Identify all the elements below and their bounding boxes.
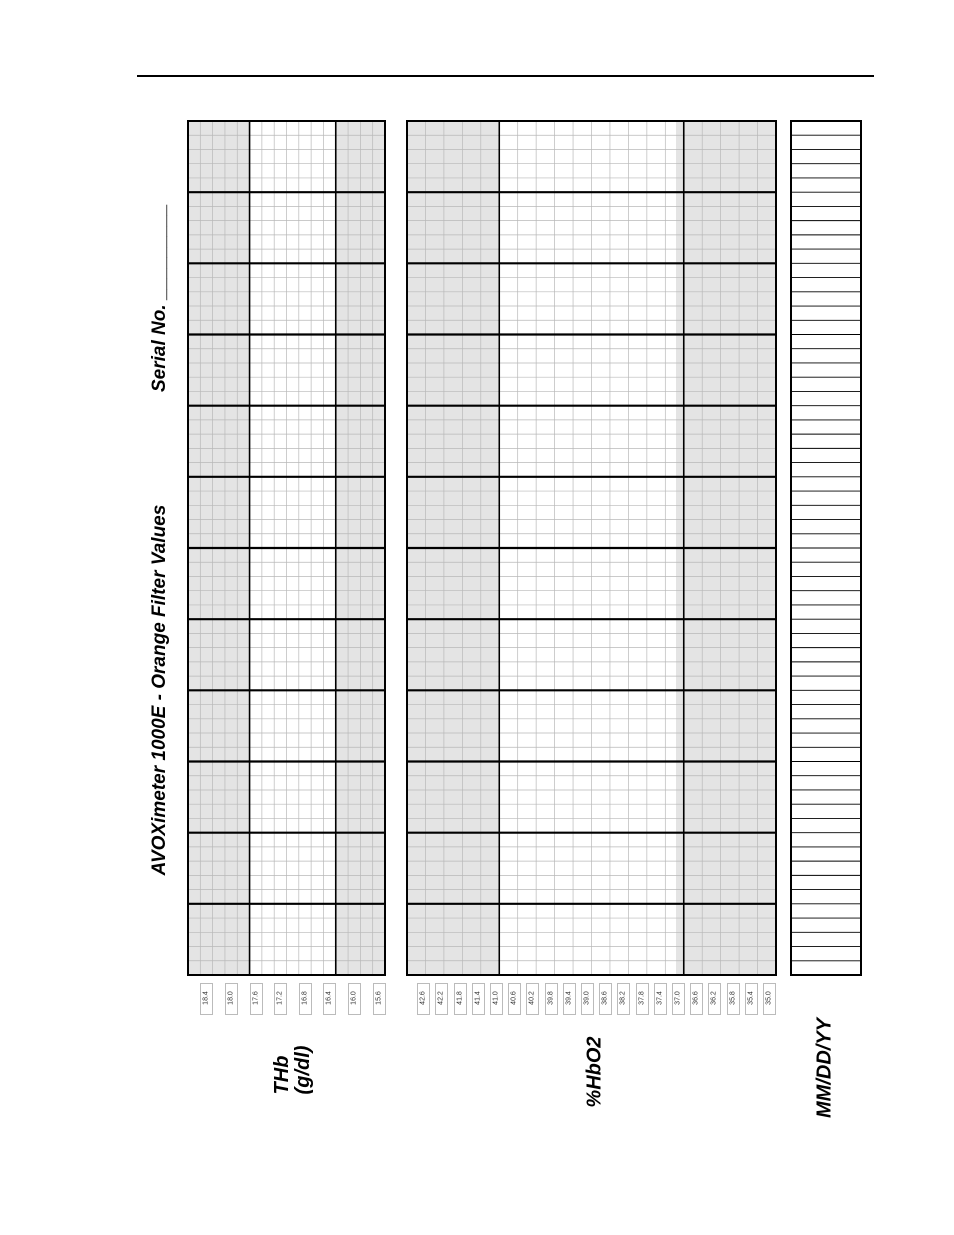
thb-grid	[188, 121, 385, 975]
hbo2-tick-label: 41.4	[474, 991, 482, 1005]
hbo2-tick-label: 36.6	[692, 991, 700, 1005]
hbo2-tick-label: 36.2	[710, 991, 718, 1005]
hbo2-tick-label: 35.0	[765, 991, 773, 1005]
thb-axis-label-line2: (g/dl)	[292, 1045, 314, 1095]
hbo2-tick-label: 42.2	[437, 991, 445, 1005]
hbo2-tick-label: 35.4	[747, 991, 755, 1005]
thb-tick-label: 16.0	[350, 991, 358, 1005]
hbo2-tick-label: 39.0	[583, 991, 591, 1005]
hbo2-tick-label: 37.0	[674, 991, 682, 1005]
hbo2-tick-label: 38.2	[619, 991, 627, 1005]
date-column	[791, 121, 861, 975]
hbo2-tick-label: 40.6	[510, 991, 518, 1005]
thb-tick-label: 17.6	[252, 991, 260, 1005]
thb-tick-label: 17.2	[276, 991, 284, 1005]
hbo2-tick-label: 39.8	[547, 991, 554, 1005]
hbo2-axis-label: %HbO2	[583, 1036, 606, 1108]
hbo2-tick-label: 41.8	[456, 991, 463, 1005]
hbo2-tick-label: 40.2	[528, 991, 536, 1005]
hbo2-tick-label: 41.0	[492, 991, 500, 1005]
form-title: AVOXimeter 1000E - Orange Filter Values	[149, 504, 170, 876]
thb-tick-label: 15.6	[375, 991, 383, 1005]
thb-axis-label-line1: THb	[271, 1055, 293, 1095]
serial-number-label: Serial No. _________	[149, 203, 170, 393]
thb-tick-label: 16.8	[301, 991, 309, 1005]
thb-tick-label: 18.0	[227, 991, 235, 1005]
hbo2-tick-label: 38.6	[601, 991, 609, 1005]
date-row-lines	[791, 135, 861, 961]
hbo2-tick-label: 42.6	[419, 991, 427, 1005]
hbo2-tick-label: 35.8	[729, 991, 736, 1005]
hbo2-grid	[407, 121, 776, 975]
thb-tick-label: 18.4	[202, 991, 210, 1005]
hbo2-tick-label: 37.8	[638, 991, 645, 1005]
hbo2-tick-label: 37.4	[656, 991, 664, 1005]
date-column-label: MM/DD/YY	[813, 1018, 836, 1118]
hbo2-tick-label: 39.4	[565, 991, 573, 1005]
thb-tick-label: 16.4	[325, 991, 333, 1005]
